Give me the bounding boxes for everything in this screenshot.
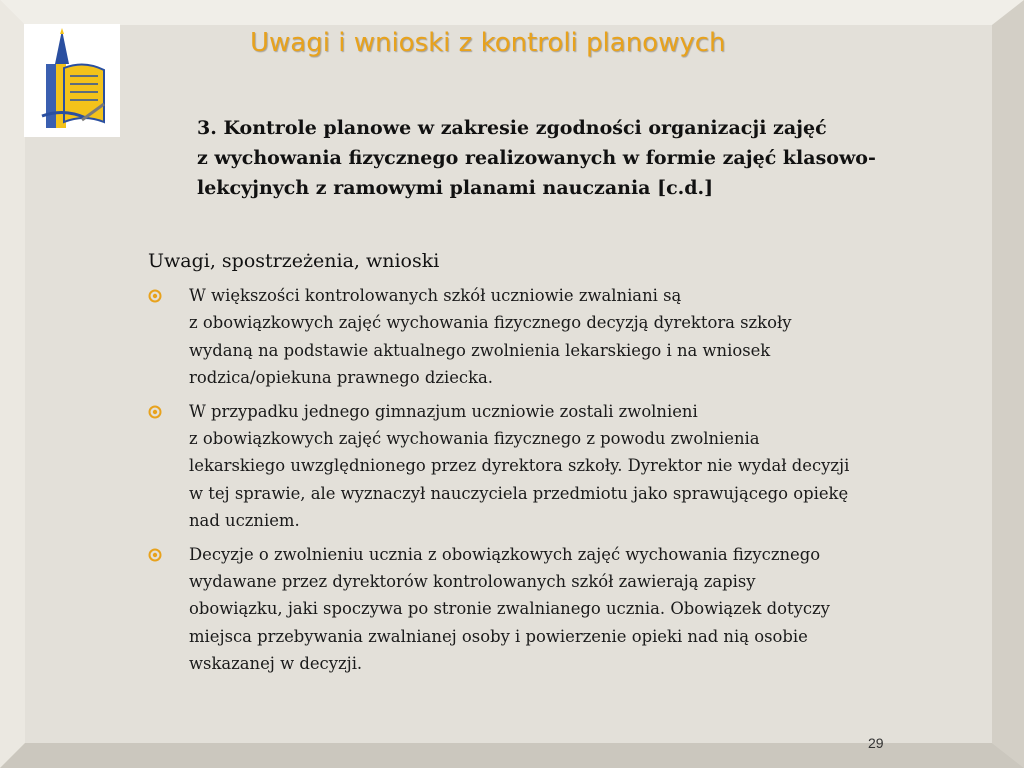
slide-title: Uwagi i wnioski z kontroli planowych (250, 28, 726, 58)
bullet-item (148, 282, 978, 392)
slide-heading (197, 113, 967, 203)
bullet-line: wydaną na podstawie aktualnego zwolnienia lekarskiego i na wniosek (189, 340, 771, 360)
bullet-line: nad uczniem. (189, 511, 300, 531)
bullet-list (148, 282, 978, 684)
bullet-line: Decyzje o zwolnieniu ucznia z obowiązkowych zajęć wychowania fizycznego (189, 544, 821, 564)
bullet-line: rodzica/opiekuna prawnego dziecka. (189, 368, 493, 388)
bullet-marker-icon (148, 289, 162, 303)
heading-line: lekcyjnych z ramowymi planami nauczania [c.d.] (197, 177, 714, 199)
bullet-line: W przypadku jednego gimnazjum uczniowie zostali zwolnieni (189, 401, 698, 421)
bullet-line: miejsca przebywania zwalnianej osoby i powierzenie opieki nad nią osobie (189, 626, 808, 646)
bullet-marker-icon (148, 548, 162, 562)
section-label: Uwagi, spostrzeżenia, wnioski (148, 250, 440, 272)
bullet-line: z obowiązkowych zajęć wychowania fizycznego decyzją dyrektora szkoły (189, 313, 792, 333)
bullet-line: W większości kontrolowanych szkół uczniowie zwalniani są (189, 286, 682, 305)
kuratorium-logo (24, 24, 120, 137)
bullet-line: wskazanej w decyzji. (189, 654, 363, 674)
bullet-line: lekarskiego uwzględnionego przez dyrektora szkoły. Dyrektor nie wydał decyzji (189, 456, 850, 476)
bullet-line: wydawane przez dyrektorów kontrolowanych szkół zawierają zapisy (189, 572, 756, 592)
bullet-marker-icon (148, 405, 162, 419)
bullet-line: obowiązku, jaki spoczywa po stronie zwalnianego ucznia. Obowiązek dotyczy (189, 599, 830, 619)
heading-line: 3. Kontrole planowe w zakresie zgodności organizacji zajęć (197, 117, 827, 139)
bullet-item (148, 541, 978, 678)
bullet-item (148, 398, 978, 535)
bullet-line: w tej sprawie, ale wyznaczył nauczyciela przedmiotu jako sprawującego opiekę (189, 483, 849, 503)
bullet-line: z obowiązkowych zajęć wychowania fizycznego z powodu zwolnienia (189, 429, 760, 449)
heading-line: z wychowania fizycznego realizowanych w formie zajęć klasowo- (197, 147, 876, 169)
page-number: 29 (868, 735, 884, 751)
